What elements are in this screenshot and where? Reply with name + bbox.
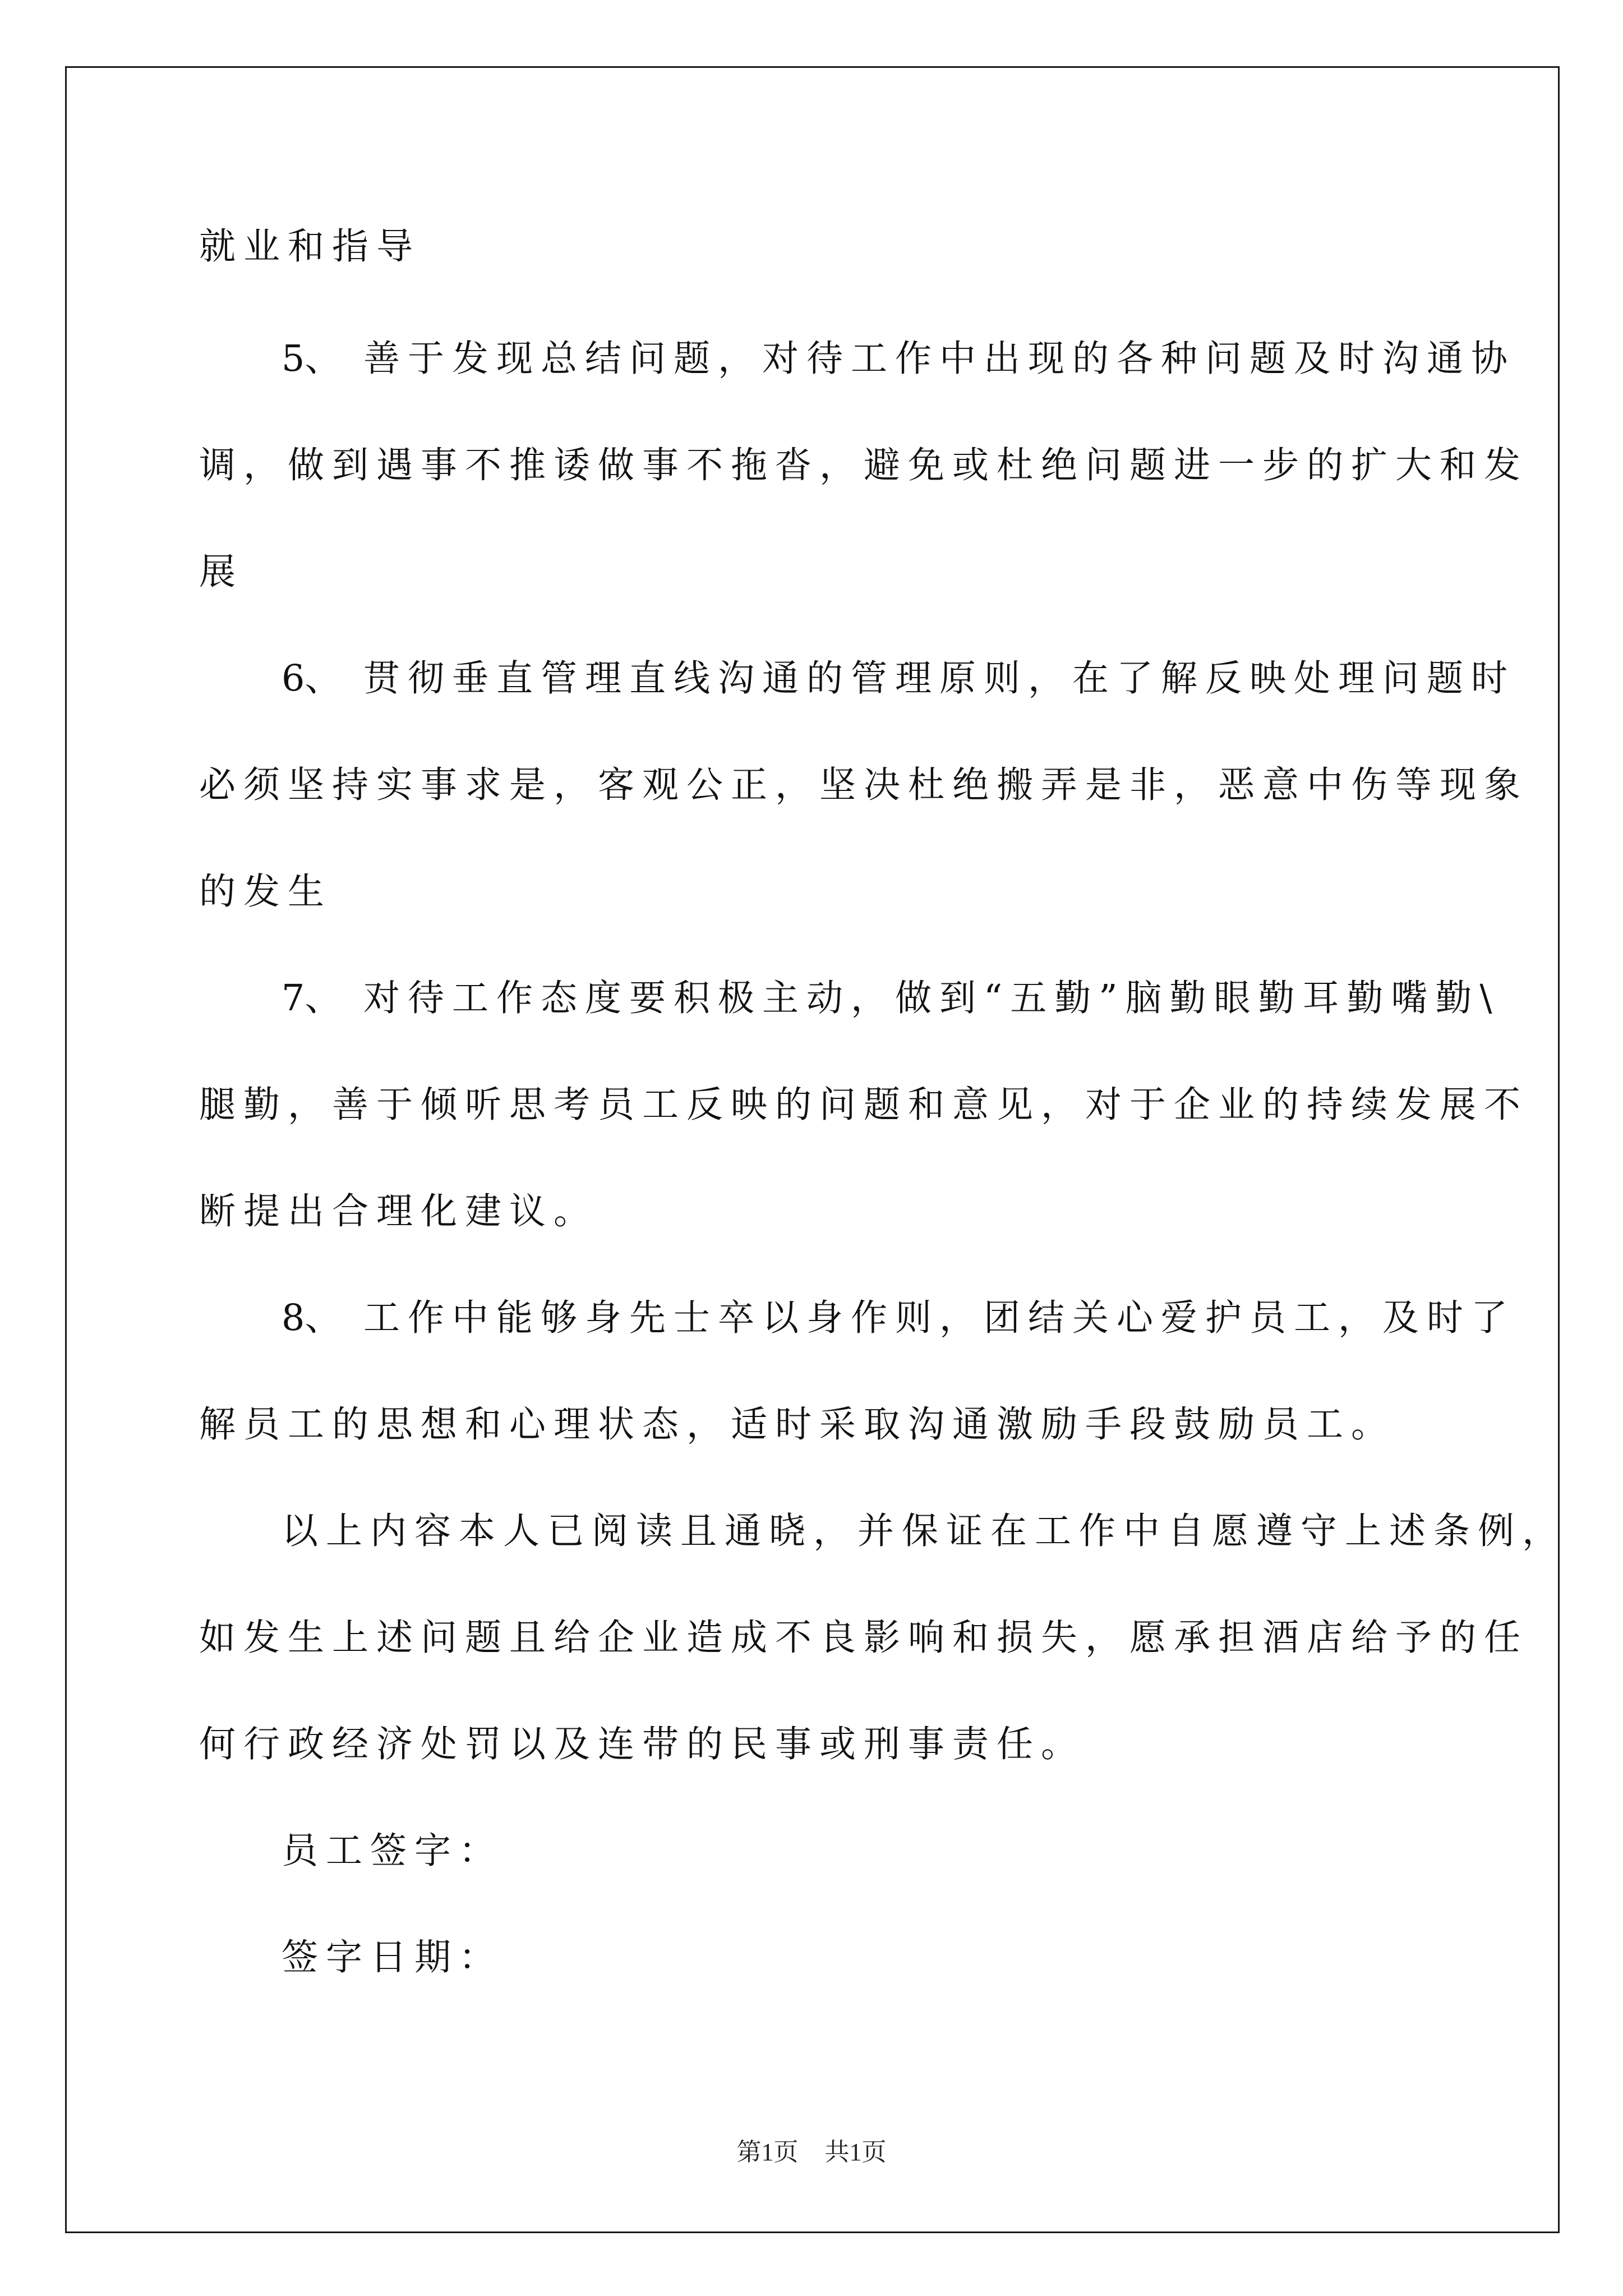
paragraph-9-line-2: 如发生上述问题且给企业造成不良影响和损失，愿承担酒店给予的任: [199, 1617, 1529, 1659]
text-segment: 对待工作态度要积极主动，做到“五勤”脑勤眼勤耳勤嘴勤\: [363, 977, 1500, 1019]
paragraph-9-line-3: 何行政经济处罚以及连带的民事或刑事责任。: [199, 1723, 1086, 1765]
paragraph-7-line-3: 断提出合理化建议。: [199, 1190, 598, 1232]
item-number: 8、: [282, 1297, 342, 1339]
text-segment: 善于发现总结问题，对待工作中出现的各种问题及时沟通协: [363, 338, 1516, 380]
item-number: 5、: [282, 338, 342, 380]
page-border: [65, 66, 1560, 2233]
paragraph-5-line-1: [282, 337, 1611, 381]
signature-date-label: 签字日期：: [282, 1936, 504, 1978]
paragraph-8-line-2: 解员工的思想和心理状态，适时采取沟通激励手段鼓励员工。: [199, 1404, 1396, 1446]
paragraph-6-line-1: [282, 656, 1611, 701]
paragraph-5-line-2: 调，做到遇事不推诿做事不拖沓，避免或杜绝问题进一步的扩大和发: [199, 444, 1529, 486]
item-number: 7、: [282, 977, 342, 1019]
item-number: 6、: [282, 657, 342, 700]
text-segment: 工作中能够身先士卒以身作则，团结关心爱护员工，及时了: [363, 1297, 1516, 1339]
paragraph-8-line-1: [282, 1296, 1611, 1341]
paragraph-9-line-1: 以上内容本人已阅读且通晓，并保证在工作中自愿遵守上述条例，: [282, 1510, 1567, 1552]
paragraph-5-line-3: 展: [199, 551, 244, 593]
paragraph-6-line-2: 必须坚持实事求是，客观公正，坚决杜绝搬弄是非，恶意中伤等现象: [199, 764, 1529, 806]
page-total: 共1页: [824, 2138, 887, 2166]
text-line: 就业和指导: [199, 226, 421, 268]
paragraph-6-line-3: 的发生: [199, 871, 333, 913]
paragraph-7-line-2: 腿勤，善于倾听思考员工反映的问题和意见，对于企业的持续发展不: [199, 1084, 1529, 1126]
page-footer: [0, 2132, 1623, 2168]
page-number: 第1页: [736, 2138, 799, 2166]
text-segment: 贯彻垂直管理直线沟通的管理原则，在了解反映处理问题时: [363, 657, 1516, 700]
employee-signature-label: 员工签字：: [282, 1830, 504, 1872]
paragraph-7-line-1: [282, 976, 1611, 1021]
